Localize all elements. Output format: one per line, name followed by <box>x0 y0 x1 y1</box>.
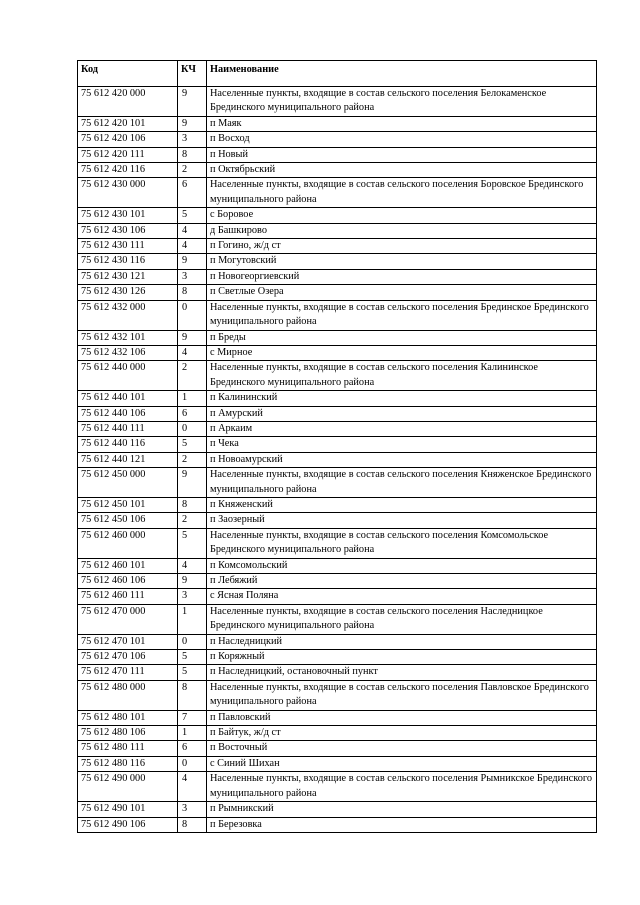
code-cell: 75 612 480 000 <box>78 680 178 710</box>
kch-cell: 7 <box>178 710 207 725</box>
code-cell: 75 612 420 106 <box>78 132 178 147</box>
kch-cell: 2 <box>178 361 207 391</box>
code-cell: 75 612 440 111 <box>78 421 178 436</box>
name-cell: п Наследницкий <box>207 634 597 649</box>
kch-cell: 8 <box>178 817 207 832</box>
table-row <box>78 756 597 771</box>
table-row <box>78 452 597 467</box>
table-row <box>78 208 597 223</box>
kch-cell: 8 <box>178 497 207 512</box>
kch-cell: 2 <box>178 513 207 528</box>
kch-cell: 2 <box>178 452 207 467</box>
kch-cell: 9 <box>178 116 207 131</box>
name-cell: Населенные пункты, входящие в состав сельского поселения Брединское Брединского муниципального района <box>207 300 597 330</box>
table-row <box>78 223 597 238</box>
table-row <box>78 300 597 330</box>
code-cell: 75 612 450 000 <box>78 468 178 498</box>
code-cell: 75 612 430 121 <box>78 269 178 284</box>
code-cell: 75 612 430 101 <box>78 208 178 223</box>
code-cell: 75 612 430 106 <box>78 223 178 238</box>
table-row <box>78 406 597 421</box>
table-row <box>78 772 597 802</box>
table-row <box>78 163 597 178</box>
code-cell: 75 612 432 101 <box>78 330 178 345</box>
code-cell: 75 612 460 101 <box>78 558 178 573</box>
name-cell: Населенные пункты, входящие в состав сельского поселения Комсомольское Брединского муниципального района <box>207 528 597 558</box>
kch-cell: 3 <box>178 132 207 147</box>
name-cell: Населенные пункты, входящие в состав сельского поселения Княженское Брединского муниципального района <box>207 468 597 498</box>
kch-cell: 6 <box>178 178 207 208</box>
kch-cell: 4 <box>178 239 207 254</box>
code-cell: 75 612 450 101 <box>78 497 178 512</box>
name-cell: п Лебяжий <box>207 574 597 589</box>
kch-cell: 5 <box>178 665 207 680</box>
name-cell: п Чека <box>207 437 597 452</box>
code-cell: 75 612 490 101 <box>78 802 178 817</box>
name-cell: Населенные пункты, входящие в состав сельского поселения Наследницкое Брединского муниципального района <box>207 604 597 634</box>
code-cell: 75 612 430 111 <box>78 239 178 254</box>
kch-cell: 5 <box>178 528 207 558</box>
kch-cell: 3 <box>178 802 207 817</box>
code-cell: 75 612 490 106 <box>78 817 178 832</box>
table-row <box>78 528 597 558</box>
code-cell: 75 612 460 106 <box>78 574 178 589</box>
table-row <box>78 680 597 710</box>
table-row <box>78 513 597 528</box>
table-row <box>78 178 597 208</box>
table-row <box>78 589 597 604</box>
table-row <box>78 574 597 589</box>
name-cell: п Маяк <box>207 116 597 131</box>
code-cell: 75 612 420 111 <box>78 147 178 162</box>
code-cell: 75 612 490 000 <box>78 772 178 802</box>
code-cell: 75 612 420 000 <box>78 87 178 117</box>
name-cell: Населенные пункты, входящие в состав сельского поселения Рымникское Брединского муниципального района <box>207 772 597 802</box>
name-cell: п Восточный <box>207 741 597 756</box>
code-cell: 75 612 450 106 <box>78 513 178 528</box>
table-row <box>78 817 597 832</box>
code-cell: 75 612 470 000 <box>78 604 178 634</box>
table-container <box>77 60 596 833</box>
kch-cell: 2 <box>178 163 207 178</box>
table-row <box>78 132 597 147</box>
name-cell: п Байтук, ж/д ст <box>207 726 597 741</box>
kch-cell: 8 <box>178 285 207 300</box>
code-cell: 75 612 440 000 <box>78 361 178 391</box>
classifier-table <box>77 60 597 833</box>
name-cell: Населенные пункты, входящие в состав сельского поселения Павловское Брединского муниципального района <box>207 680 597 710</box>
code-cell: 75 612 430 116 <box>78 254 178 269</box>
kch-cell: 5 <box>178 208 207 223</box>
code-cell: 75 612 440 106 <box>78 406 178 421</box>
name-cell: с Боровое <box>207 208 597 223</box>
kch-cell: 9 <box>178 254 207 269</box>
kch-cell: 1 <box>178 604 207 634</box>
name-cell: с Синий Шихан <box>207 756 597 771</box>
table-row <box>78 741 597 756</box>
table-row <box>78 650 597 665</box>
code-cell: 75 612 480 116 <box>78 756 178 771</box>
name-cell: д Башкирово <box>207 223 597 238</box>
code-cell: 75 612 432 106 <box>78 345 178 360</box>
code-cell: 75 612 470 101 <box>78 634 178 649</box>
code-cell: 75 612 430 126 <box>78 285 178 300</box>
table-row <box>78 269 597 284</box>
table-row <box>78 437 597 452</box>
kch-cell: 3 <box>178 589 207 604</box>
name-cell: п Восход <box>207 132 597 147</box>
kch-cell: 4 <box>178 772 207 802</box>
kch-cell: 1 <box>178 391 207 406</box>
name-cell: п Коряжный <box>207 650 597 665</box>
kch-cell: 9 <box>178 468 207 498</box>
code-cell: 75 612 480 111 <box>78 741 178 756</box>
table-row <box>78 330 597 345</box>
code-cell: 75 612 420 116 <box>78 163 178 178</box>
kch-cell: 0 <box>178 756 207 771</box>
header-row <box>78 61 597 87</box>
table-row <box>78 421 597 436</box>
code-cell: 75 612 440 101 <box>78 391 178 406</box>
table-row <box>78 604 597 634</box>
name-cell: п Комсомольский <box>207 558 597 573</box>
kch-cell: 8 <box>178 147 207 162</box>
name-cell: п Павловский <box>207 710 597 725</box>
name-cell: п Аркаим <box>207 421 597 436</box>
code-cell: 75 612 432 000 <box>78 300 178 330</box>
kch-cell: 5 <box>178 437 207 452</box>
name-cell: п Заозерный <box>207 513 597 528</box>
kch-cell: 4 <box>178 345 207 360</box>
header-name: Наименование <box>207 61 597 87</box>
kch-cell: 9 <box>178 330 207 345</box>
code-cell: 75 612 420 101 <box>78 116 178 131</box>
kch-cell: 6 <box>178 406 207 421</box>
name-cell: с Ясная Поляна <box>207 589 597 604</box>
kch-cell: 4 <box>178 223 207 238</box>
table-row <box>78 558 597 573</box>
table-row <box>78 710 597 725</box>
table-row <box>78 285 597 300</box>
code-cell: 75 612 440 121 <box>78 452 178 467</box>
name-cell: п Новоамурский <box>207 452 597 467</box>
name-cell: п Новый <box>207 147 597 162</box>
table-row <box>78 361 597 391</box>
name-cell: п Рымникский <box>207 802 597 817</box>
name-cell: п Княженский <box>207 497 597 512</box>
kch-cell: 0 <box>178 421 207 436</box>
kch-cell: 1 <box>178 726 207 741</box>
name-cell: с Мирное <box>207 345 597 360</box>
table-row <box>78 665 597 680</box>
header-kch: КЧ <box>178 61 207 87</box>
name-cell: п Бреды <box>207 330 597 345</box>
kch-cell: 9 <box>178 574 207 589</box>
table-row <box>78 802 597 817</box>
code-cell: 75 612 460 111 <box>78 589 178 604</box>
kch-cell: 8 <box>178 680 207 710</box>
table-row <box>78 147 597 162</box>
name-cell: п Могутовский <box>207 254 597 269</box>
code-cell: 75 612 440 116 <box>78 437 178 452</box>
header-code: Код <box>78 61 178 87</box>
kch-cell: 0 <box>178 300 207 330</box>
name-cell: п Светлые Озера <box>207 285 597 300</box>
kch-cell: 4 <box>178 558 207 573</box>
table-body <box>78 87 597 833</box>
code-cell: 75 612 460 000 <box>78 528 178 558</box>
kch-cell: 6 <box>178 741 207 756</box>
table-row <box>78 345 597 360</box>
name-cell: п Наследницкий, остановочный пункт <box>207 665 597 680</box>
table-row <box>78 239 597 254</box>
table-row <box>78 116 597 131</box>
name-cell: п Амурский <box>207 406 597 421</box>
name-cell: п Калининский <box>207 391 597 406</box>
name-cell: Населенные пункты, входящие в состав сельского поселения Боровское Брединского муниципального района <box>207 178 597 208</box>
code-cell: 75 612 480 101 <box>78 710 178 725</box>
name-cell: Населенные пункты, входящие в состав сельского поселения Калининское Брединского муниципального района <box>207 361 597 391</box>
code-cell: 75 612 480 106 <box>78 726 178 741</box>
name-cell: п Октябрьский <box>207 163 597 178</box>
kch-cell: 3 <box>178 269 207 284</box>
name-cell: п Березовка <box>207 817 597 832</box>
name-cell: п Гогино, ж/д ст <box>207 239 597 254</box>
code-cell: 75 612 430 000 <box>78 178 178 208</box>
name-cell: п Новогеоргиевский <box>207 269 597 284</box>
table-row <box>78 634 597 649</box>
kch-cell: 9 <box>178 87 207 117</box>
table-row <box>78 87 597 117</box>
table-row <box>78 726 597 741</box>
table-row <box>78 468 597 498</box>
kch-cell: 0 <box>178 634 207 649</box>
table-row <box>78 254 597 269</box>
table-row <box>78 497 597 512</box>
code-cell: 75 612 470 106 <box>78 650 178 665</box>
kch-cell: 5 <box>178 650 207 665</box>
code-cell: 75 612 470 111 <box>78 665 178 680</box>
name-cell: Населенные пункты, входящие в состав сельского поселения Белокаменское Брединского муниципального района <box>207 87 597 117</box>
table-row <box>78 391 597 406</box>
